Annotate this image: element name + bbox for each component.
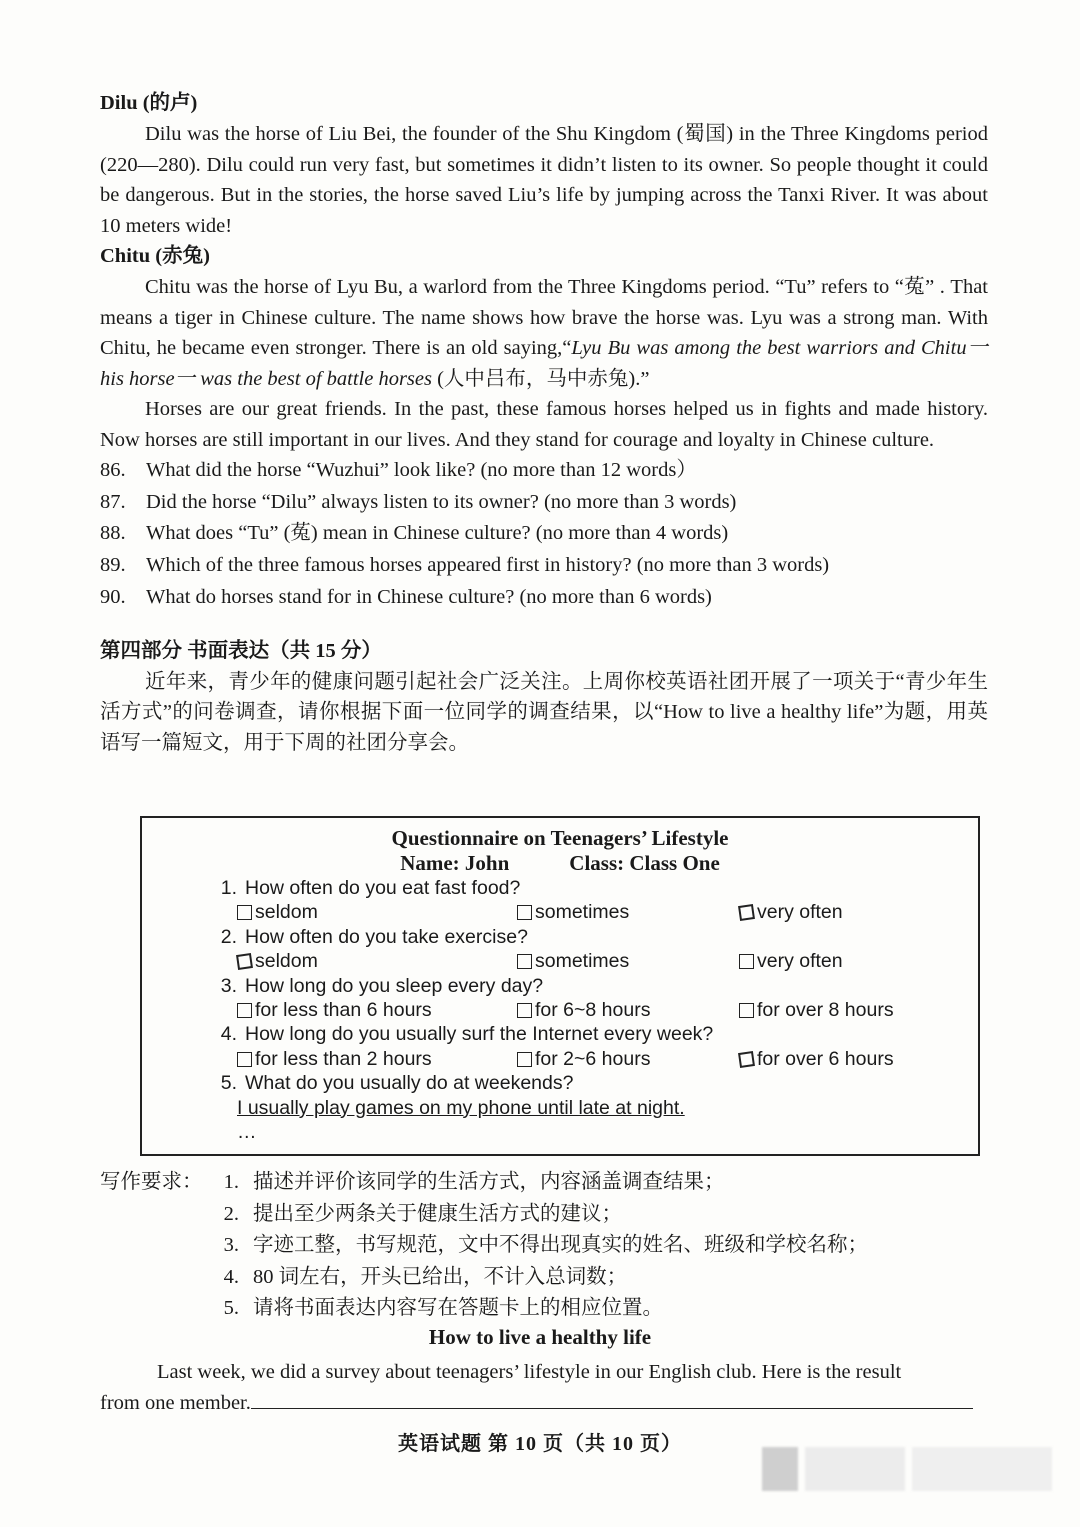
requirement-number: 3.	[223, 1234, 239, 1256]
question-item	[100, 487, 988, 519]
requirement-text: 描述并评价该同学的生活方式，内容涵盖调查结果；	[253, 1171, 725, 1193]
checkbox-icon[interactable]	[236, 953, 253, 970]
question-text: What do horses stand for in Chinese culture? (no more than 6 words)	[146, 585, 712, 608]
option[interactable]	[237, 900, 517, 924]
question-item	[100, 518, 988, 550]
question-text: How long do you usually surf the Internet every week?	[245, 1023, 714, 1046]
question-text: Which of the three famous horses appeared first in history? (no more than 3 words)	[146, 554, 830, 577]
reading-passage	[100, 88, 988, 758]
requirement-text: 字迹工整，书写规范，文中不得出现真实的姓名、班级和学校名称；	[253, 1234, 868, 1256]
question-text: How long do you sleep every day?	[245, 974, 544, 997]
option-label: seldom	[255, 901, 318, 924]
checkbox-icon[interactable]	[739, 1003, 754, 1018]
option-label: for less than 6 hours	[255, 999, 432, 1022]
question-text: What did the horse “Wuzhui” look like? (no more than 12 words）	[146, 459, 697, 481]
questionnaire-title: Questionnaire on Teenagers’ Lifestyle	[391, 826, 729, 850]
answer-blank-line[interactable]	[251, 1388, 973, 1409]
option[interactable]	[517, 998, 739, 1022]
chitu-paragraph	[100, 272, 988, 394]
question-number: 86.	[100, 459, 126, 481]
watermark-block	[805, 1447, 905, 1491]
writing-requirements	[100, 1167, 868, 1325]
essay-line-1: Last week, we did a survey about teenagers’ lifestyle in our English club. Here is the result	[157, 1361, 902, 1383]
checkbox-icon[interactable]	[517, 1052, 532, 1067]
question-item	[100, 455, 988, 487]
question-number: 3.	[220, 974, 237, 997]
q5-ellipsis: …	[237, 1121, 257, 1144]
option[interactable]	[739, 949, 843, 973]
option-label: very often	[757, 950, 843, 973]
checkbox-icon[interactable]	[738, 1051, 755, 1068]
questionnaire-item	[202, 876, 1038, 925]
checkbox-icon[interactable]	[739, 954, 754, 969]
essay-title: How to live a healthy life	[428, 1325, 652, 1349]
requirement-text: 80 词左右，开头已给出，不计入总词数；	[253, 1265, 628, 1288]
dilu-heading: Dilu (的卢)	[100, 92, 198, 114]
option-label: sometimes	[535, 901, 630, 924]
question-number: 88.	[100, 522, 126, 545]
questionnaire-item	[202, 925, 1038, 974]
option-label: seldom	[255, 950, 318, 973]
option[interactable]	[739, 900, 843, 924]
page-footer: 英语试题 第 10 页（共 10 页）	[398, 1433, 682, 1455]
option[interactable]	[517, 949, 739, 973]
checkbox-icon[interactable]	[517, 905, 532, 920]
question-list	[100, 455, 988, 614]
option[interactable]	[237, 998, 517, 1022]
student-class: Class: Class One	[569, 851, 720, 875]
question-text: Did the horse “Dilu” always listen to its owner? (no more than 3 words)	[146, 490, 737, 513]
questionnaire-items	[202, 876, 1038, 1071]
dilu-paragraph: Dilu was the horse of Liu Bei, the founder of the Shu Kingdom (蜀国) in the Three Kingdoms period (220—280). Dilu could run very fast, but sometimes it didn’t listen to its owner. So people thought it could be dangerous. But in the stories, the horse saved Liu’s life by jumping across the Tanxi River. It was about 10 meters wide!	[100, 123, 988, 237]
watermark-block	[762, 1447, 798, 1491]
checkbox-icon[interactable]	[738, 904, 755, 921]
question-item	[100, 550, 988, 582]
question-text: What does “Tu” (菟) mean in Chinese culture? (no more than 4 words)	[146, 522, 729, 545]
requirement-number: 4.	[223, 1265, 239, 1288]
chitu-text-end: (人中吕布，马中赤兔).”	[431, 367, 650, 390]
question-text: How often do you take exercise?	[245, 925, 528, 948]
questionnaire-item	[202, 974, 1038, 1023]
option[interactable]	[517, 900, 739, 924]
option[interactable]	[237, 1047, 517, 1071]
question-text: How often do you eat fast food?	[245, 877, 521, 899]
closing-paragraph: Horses are our great friends. In the past, these famous horses helped us in fights and made history. Now horses are still important in our lives. And they stand for courage and loyalty in Chinese culture.	[100, 398, 988, 451]
essay-line-2-text: from one member.	[100, 1392, 251, 1414]
chitu-heading: Chitu (赤兔)	[100, 245, 210, 267]
requirement-number: 5.	[223, 1297, 239, 1319]
chitu-quote: Lyu Bu was among the best warriors and Chitu一 his horse一 was the best of battle horses	[100, 337, 989, 390]
checkbox-icon[interactable]	[237, 905, 252, 920]
option-label: very often	[757, 901, 843, 924]
question-number: 90.	[100, 585, 126, 608]
checkbox-icon[interactable]	[237, 1003, 252, 1018]
question-text: What do you usually do at weekends?	[245, 1072, 574, 1095]
option[interactable]	[517, 1047, 739, 1071]
watermark-block	[912, 1447, 1052, 1491]
option[interactable]	[739, 1047, 894, 1071]
option-label: for less than 2 hours	[255, 1047, 432, 1070]
questionnaire-q5	[202, 1071, 1038, 1144]
requirements-label: 写作要求：	[100, 1171, 203, 1193]
option[interactable]	[739, 998, 894, 1022]
option-label: for 2~6 hours	[535, 1047, 651, 1070]
option-label: for 6~8 hours	[535, 999, 651, 1022]
chitu-text-start: Chitu was the horse of Lyu Bu, a warlord from the Three Kingdoms period. “Tu” refers to “菟” . That means a tiger in Chinese culture. The name shows how brave the horse was. Lyu was a strong man. With Chitu, he became even stronger. There is an old saying,“	[100, 276, 988, 359]
essay-start	[100, 1357, 988, 1419]
option-label: for over 6 hours	[757, 1047, 894, 1070]
question-number: 5.	[220, 1072, 237, 1095]
option[interactable]	[237, 949, 517, 973]
question-number: 1.	[220, 877, 237, 899]
student-name: Name: John	[400, 851, 510, 875]
question-number: 89.	[100, 554, 126, 577]
question-number: 2.	[220, 925, 237, 948]
part4-title: 第四部分 书面表达（共 15 分）	[100, 639, 382, 662]
requirement-number: 2.	[223, 1202, 239, 1225]
requirement-text: 提出至少两条关于健康生活方式的建议；	[253, 1202, 622, 1225]
checkbox-icon[interactable]	[517, 954, 532, 969]
option-label: for over 8 hours	[757, 999, 894, 1022]
requirement-text: 请将书面表达内容写在答题卡上的相应位置。	[253, 1297, 663, 1319]
requirement-number: 1.	[223, 1171, 239, 1193]
checkbox-icon[interactable]	[237, 1052, 252, 1067]
questionnaire-item	[202, 1022, 1038, 1071]
questionnaire-box	[140, 816, 980, 1156]
part4-intro: 近年来，青少年的健康问题引起社会广泛关注。上周你校英语社团开展了一项关于“青少年生活方式”的问卷调查，请你根据下面一位同学的调查结果，以“How to live a healthy life”为题，用英语写一篇短文，用于下周的社团分享会。	[100, 670, 988, 754]
q5-answer: I usually play games on my phone until late at night.	[237, 1096, 685, 1119]
question-number: 4.	[220, 1023, 237, 1046]
questionnaire-meta	[142, 851, 978, 876]
checkbox-icon[interactable]	[517, 1003, 532, 1018]
essay-line-2	[100, 1388, 988, 1419]
option-label: sometimes	[535, 950, 630, 973]
question-item	[100, 582, 988, 614]
question-number: 87.	[100, 490, 126, 513]
